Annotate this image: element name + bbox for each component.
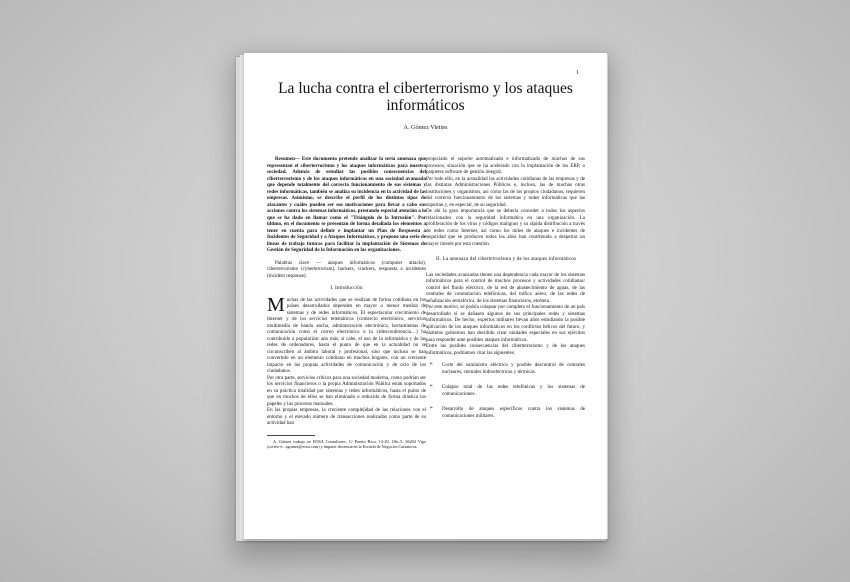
section-heading-threat: II. La amenaza del ciberterrorismo y de los ataques informáticos	[436, 256, 577, 262]
page-number: 1	[576, 70, 579, 76]
intro-paragraph-2: Por otra parte, servicios críticos para una sociedad moderna, como podrían ser los servicios financieros o la propia Administración Pública están soportados en su práctica totalidad por sistemas y redes informáticos, hasta el punto de que en muchos de ellos se han eliminado o reducido de forma drástica los papeles y los procesos manuales.	[267, 374, 426, 407]
arrow-bullet-icon: ➢	[429, 362, 434, 367]
intro-text-1: uchas de las actividades que se realizan de forma cotidiana en los países desarrollados dependen en mayor o menor medida de sistemas y de redes informáticos. El espectacular crecimiento de Internet y de los servicios telemáticos (comercio electrónico, servicios multimedia de banda ancha, administración electrónica, herramientas de comunicación como el correo electrónico o la videoconferencia…) ha contribuido a popularizar aún más, si cabe, el uso de la informática y de las redes de ordenadores, hasta el punto de que en la actualidad no se circunscriben al ámbito laboral y profesional, sino que incluso se han convertido en un elemento cotidiano en muchos hogares, con un creciente impacto en las propias actividades de comunicación y de ocio de los ciudadanos.	[267, 296, 426, 374]
right-paragraph-6: Entre las posibles consecuencias del ciberterrorismo y de los ataques informáticos, podríamos citar las siguientes:	[426, 343, 585, 356]
arrow-bullet-icon: ➢	[429, 384, 434, 389]
section-heading-introduction: I. Introducción	[330, 285, 363, 291]
document-page	[244, 53, 607, 539]
paper-title: La lucha contra el ciberterrorismo y los ataques informáticos	[278, 80, 573, 114]
right-paragraph-4: Las sociedades avanzadas tienen una dependencia cada mayor de los sistemas informáticos para el control de muchos procesos y actividades cotidianas: control del fluido eléctrico, de la red de abastecimiento de aguas, de las centrales de conmutación telefónicas, del tráfico aéreo, de las redes de señalización semafórica, de los sistemas financieros, etcétera.	[426, 271, 585, 304]
list-item-text: Corte del suministro eléctrico y posible descontrol de centrales nucleares, centrales hidroeléctricas y térmicas.	[442, 362, 585, 375]
abstract: Resumen— Este documento pretende analizar la seria amenaza que representan el ciberterrorismo y los ataques informáticos para nuestra sociedad. Además de estudiar las posibles consecuencias del ciberterrorismo y de los ataques informáticos en una sociedad avanzada que depende totalmente del correcto funcionamiento de sus sistemas y redes informáticas, también se analiza su incidencia en la actividad de las empresas. Asimismo, se describe el perfil de los distintos tipos de atacantes y cuáles pueden ser sus motivaciones para llevar a cabo sus acciones contra los sistemas informáticos, prestando especial atención a lo que se ha dado en llamar como el "Triángulo de la Intrusión". Por último, en el documento se presentan de forma detallada los elementos a tener en cuenta para definir e implantar un Plan de Respuesta a Incidentes de Seguridad y a Ataques Informáticos, y propone una serie de líneas de trabajo futuras para facilitar la implantación de Sistemas de Gestión de Seguridad de la Información en las organizaciones.	[267, 156, 426, 253]
list-item	[426, 384, 585, 397]
footnote-rule	[267, 435, 315, 436]
drop-cap: M	[267, 293, 285, 316]
right-paragraph-5: Por este motivo, se podría colapsar por completo el funcionamiento de un país desarrollado si se dañasen algunos de sus principales redes y sistemas informáticos. De hecho, expertos militares llevan años estudiando la posible aplicación de los ataques informáticos en los conflictos bélicos del futuro, y distintos gobiernos han decidido crear unidades especiales en sus ejércitos para responder ante posibles ataques informáticos.	[426, 304, 585, 343]
arrow-bullet-icon: ➢	[429, 406, 434, 411]
consequences-list	[426, 362, 585, 419]
keywords: Palabras clave — ataques informáticos (computer attacks), ciberterrorismo (cyberterrorism), hackers, crackers, respuesta a incidentes (incident response).	[267, 259, 426, 279]
footnote: A. Gómez trabaja en EOSA Consultores, C/ Puerto Rico, 14-20, Ofic.5, 36204 Vigo (correo-e.: agomez@eosa.com) y imparte docencia en la Escuela de Negocios Caixanova.	[267, 438, 426, 449]
paper-author: A. Gómez Vieites	[403, 124, 448, 131]
list-item	[426, 362, 585, 375]
list-item-text: Colapso total de las redes telefónicas y los sistemas de comunicaciones.	[442, 384, 585, 397]
list-item-text: Desarrollo de ataques específicos contra los sistemas de comunicaciones militares.	[442, 406, 585, 419]
right-paragraph-3: De ahí la gran importancia que se debería conceder a todos los aspectos relacionados con la seguridad informática en una organización. La proliferación de los virus y códigos malignos y su rápida distribución a través de redes como Internet, así como los miles de ataques e incidentes de seguridad que se producen todos los años han contribuido a despertar un mayor interés por esta cuestión.	[426, 208, 585, 247]
right-column	[426, 156, 585, 428]
intro-paragraph-1	[267, 293, 426, 375]
right-paragraph-2: Por todo ello, en la actualidad las actividades cotidianas de las empresas y de las distintas Administraciones Públicas e, incluso, las de muchas otras instituciones y organismos, así como las de los propios ciudadanos, requieren del correcto funcionamiento de los sistemas y redes informáticas que las soportan y, en especial, de su seguridad.	[426, 175, 585, 208]
right-paragraph-1: propiciado el soporte automatizado e informatizado de muchos de sus procesos, situación que se ha acelerado con la implantación de los ERP, o paquetes software de gestión integral.	[426, 156, 585, 175]
list-item	[426, 406, 585, 419]
left-column	[267, 156, 426, 449]
intro-paragraph-3: En las propias empresas, la creciente complejidad de las relaciones con el entorno y el elevado número de transacciones realizadas como parte de su actividad han	[267, 407, 426, 426]
